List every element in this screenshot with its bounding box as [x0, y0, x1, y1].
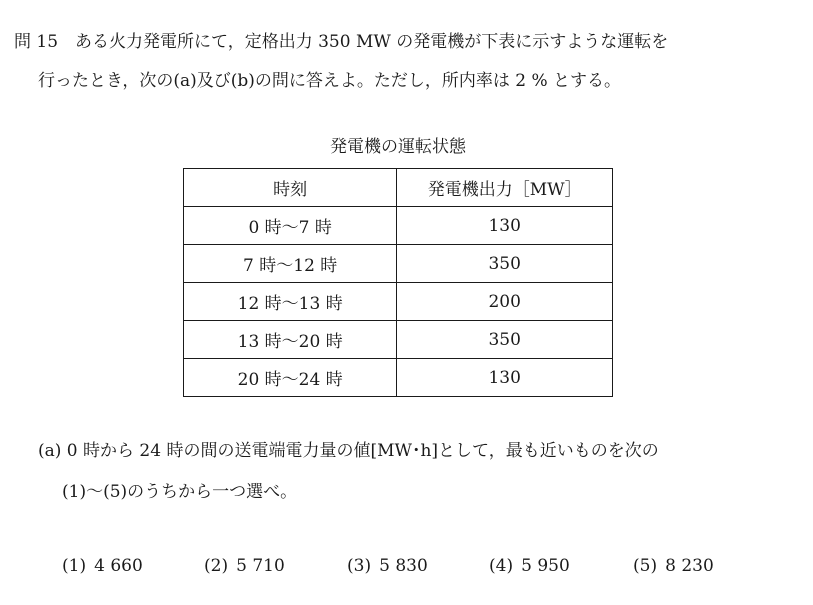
- choice-value: 5 830: [379, 556, 428, 576]
- operation-table: [183, 168, 613, 397]
- subquestion-a-line-2: (1)〜(5)のうちから一つ選べ。: [62, 482, 298, 502]
- table-row: [184, 321, 613, 359]
- choice-number: (4): [489, 556, 514, 576]
- choice-5[interactable]: [633, 556, 714, 576]
- answer-choices: [0, 556, 813, 580]
- cell-output: 200: [397, 283, 613, 321]
- table-row: [184, 245, 613, 283]
- choice-value: 4 660: [94, 556, 143, 576]
- choice-2[interactable]: [204, 556, 285, 576]
- table-row: [184, 207, 613, 245]
- subquestion-a-line-1: (a) 0 時から 24 時の間の送電端電力量の値[MW･h]として，最も近いものを次の: [38, 441, 659, 461]
- cell-time: 20 時〜24 時: [184, 359, 397, 397]
- choice-number: (2): [204, 556, 229, 576]
- cell-output: 130: [397, 359, 613, 397]
- question-text-line-2: 行ったとき，次の(a)及び(b)の問に答えよ。ただし，所内率は 2 % とする。: [38, 71, 622, 91]
- cell-time: 0 時〜7 時: [184, 207, 397, 245]
- table-header-row: [184, 169, 613, 207]
- cell-time: 7 時〜12 時: [184, 245, 397, 283]
- choice-value: 5 950: [521, 556, 570, 576]
- cell-output: 130: [397, 207, 613, 245]
- header-time: 時刻: [184, 169, 397, 207]
- choice-4[interactable]: [489, 556, 570, 576]
- table-row: [184, 359, 613, 397]
- cell-output: 350: [397, 245, 613, 283]
- choice-1[interactable]: [62, 556, 143, 576]
- table-caption: 発電機の運転状態: [330, 137, 466, 157]
- choice-number: (1): [62, 556, 87, 576]
- choice-value: 5 710: [236, 556, 285, 576]
- table-row: [184, 283, 613, 321]
- cell-time: 12 時〜13 時: [184, 283, 397, 321]
- cell-time: 13 時〜20 時: [184, 321, 397, 359]
- cell-output: 350: [397, 321, 613, 359]
- choice-number: (3): [347, 556, 372, 576]
- choice-3[interactable]: [347, 556, 428, 576]
- header-output: 発電機出力［MW］: [397, 169, 613, 207]
- question-text-line-1: 問 15 ある火力発電所にて，定格出力 350 MW の発電機が下表に示すような運転を: [14, 32, 669, 52]
- choice-value: 8 230: [665, 556, 714, 576]
- choice-number: (5): [633, 556, 658, 576]
